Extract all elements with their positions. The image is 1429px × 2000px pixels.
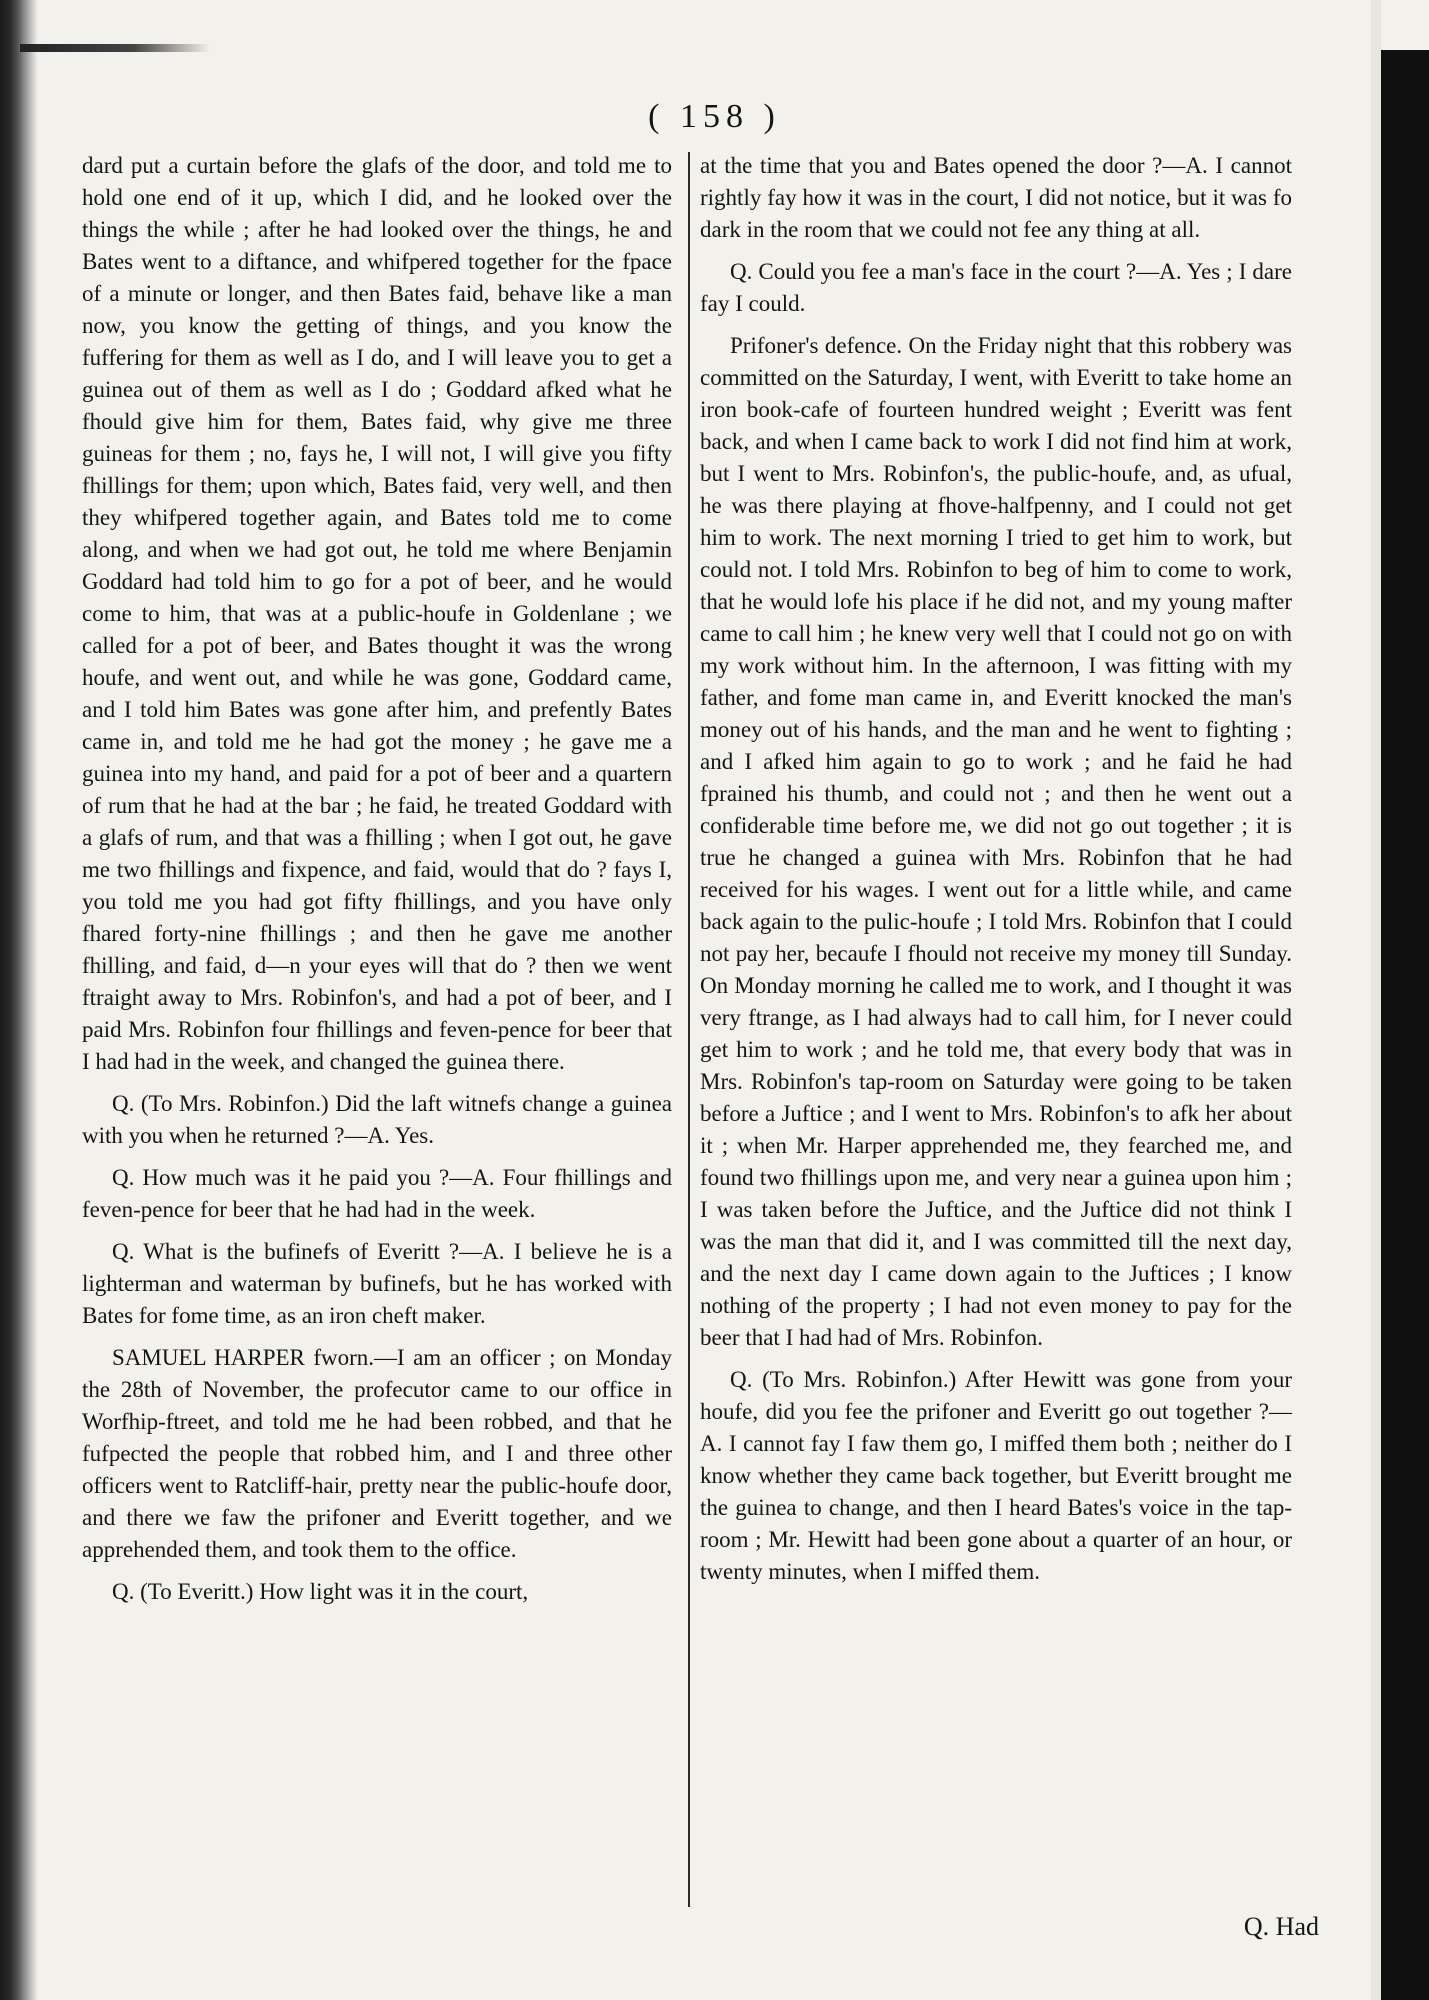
- paragraph: dard put a curtain before the glafs of the door, and told me to hold one end of it up, which I did, and he looked over the things the while ; after he had looked over the things, he and Bates went to a diftance, and whifpered together for the fpace of a minute or longer, and then Bates faid, behave like a man now, you know the getting of things, and you know the fuffering for them as well as I do, and I will leave you to get a guinea out of them as well as I do ; Goddard afked what he fhould give him for them, Bates faid, why give me three guineas for them ; no, fays he, I will not, I will give you fifty fhillings for them; upon which, Bates faid, very well, and then they whifpered together again, and Bates told me to come along, and when we had got out, he told me where Benjamin Goddard had told him to go for a pot of beer, and he would come to him, that was at a public-houfe in Goldenlane ; we called for a pot of beer, and Bates thought it was the wrong houfe, and went out, and while he was gone, Goddard came, and I told him Bates was gone after him, and prefently Bates came in, and told me he had got the money ; he gave me a guinea into my hand, and paid for a pot of beer and a quartern of rum that he had at the bar ; he faid, he treated Goddard with a glafs of rum, and that was a fhilling ; when I got out, he gave me two fhillings and fixpence, and faid, would that do ? fays I, you told me you had got fifty fhillings, and you have only fhared forty-nine fhillings ; and then he gave me another fhilling, and faid, d—n your eyes will that do ? then we went ftraight away to Mrs. Robinfon's, and had a pot of beer, and I paid Mrs. Robinfon four fhillings and feven-pence for beer that I had had in the week, and changed the guinea there.: [82, 153, 672, 1074]
- paragraph: Q. What is the bufinefs of Everitt ?—A. I believe he is a lighterman and waterman by bufinefs, but he has worked with Bates for fome time, as an iron cheft maker.: [82, 1239, 672, 1328]
- page-number: ( 158 ): [648, 98, 781, 135]
- right-column: [700, 150, 1292, 1598]
- paragraph: Q. How much was it he paid you ?—A. Four fhillings and feven-pence for beer that he had had in the week.: [82, 1165, 672, 1222]
- page-binding-edge: [0, 0, 38, 2000]
- page-margin-right: [1371, 0, 1381, 2000]
- catchword: Q. Had: [1243, 1912, 1319, 1941]
- ink-streak: [20, 44, 210, 52]
- paragraph: Q. (To Mrs. Robinfon.) Did the laft witnefs change a guinea with you when he returned ?—A. Yes.: [82, 1091, 672, 1148]
- paragraph: Prifoner's defence. On the Friday night that this robbery was committed on the Saturday, I went, with Everitt to take home an iron book-cafe of fourteen hundred weight ; Everitt was fent back, and when I came back to work I did not find him at work, but I went to Mrs. Robinfon's, the public-houfe, and, as ufual, he was there playing at fhove-halfpenny, and I could not get him to work. The next morning I tried to get him to work, but could not. I told Mrs. Robinfon to beg of him to come to work, that he would lofe his place if he did not, and my young mafter came to call him ; he knew very well that I could not go on with my work without him. In the afternoon, I was fitting with my father, and fome man came in, and Everitt knocked the man's money out of his hands, and the man and he went to fighting ; and I afked him again to go to work ; and he faid he had fprained his thumb, and could not ; and then he went out a confiderable time before me, we did not go out together ; it is true he changed a guinea with Mrs. Robinfon that he had received for his wages. I went out for a little while, and came back again to the pulic-houfe ; I told Mrs. Robinfon that I could not pay her, becaufe I fhould not receive my money till Sunday. On Monday morning he called me to work, and I thought it was very ftrange, as I had always had to call him, for I never could get him to work ; and he told me, that every body that was in Mrs. Robinfon's tap-room on Saturday were going to be taken before a Juftice ; and I went to Mrs. Robinfon's to afk her about it ; when Mr. Harper apprehended me, they fearched me, and found two fhillings upon me, and very near a guinea upon him ; I was taken before the Juftice, and the Juftice did not think I was the man that did it, and I was committed till the next day, and the next day I came down again to the Juftices ; I know nothing of the property ; I had not even money to pay for the beer that I had had of Mrs. Robinfon.: [700, 333, 1292, 1350]
- paragraph: Q. Could you fee a man's face in the court ?—A. Yes ; I dare fay I could.: [700, 259, 1292, 316]
- paragraph: Q. (To Everitt.) How light was it in the court,: [112, 1579, 529, 1604]
- paragraph: at the time that you and Bates opened the door ?—A. I cannot rightly fay how it was in the court, I did not notice, but it was fo dark in the room that we could not fee any thing at all.: [700, 153, 1292, 242]
- scan-dark-edge: [1381, 50, 1429, 2000]
- paragraph: Q. (To Mrs. Robinfon.) After Hewitt was gone from your houfe, did you fee the prifoner and Everitt go out together ?—A. I cannot fay I faw them go, I miffed them both ; neither do I know whether they came back together, but Everitt brought me the guinea to change, and then I heard Bates's voice in the tap-room ; Mr. Hewitt had been gone about a quarter of an hour, or twenty minutes, when I miffed them.: [700, 1367, 1292, 1584]
- column-divider: [688, 152, 690, 1907]
- left-column: [82, 150, 672, 1618]
- paragraph: SAMUEL HARPER fworn.—I am an officer ; on Monday the 28th of November, the profecutor came to our office in Worfhip-ftreet, and told me he had been robbed, and that he fufpected the people that robbed him, and I and three other officers went to Ratcliff-hair, pretty near the public-houfe door, and there we faw the prifoner and Everitt together, and we apprehended them, and took them to the office.: [82, 1345, 672, 1562]
